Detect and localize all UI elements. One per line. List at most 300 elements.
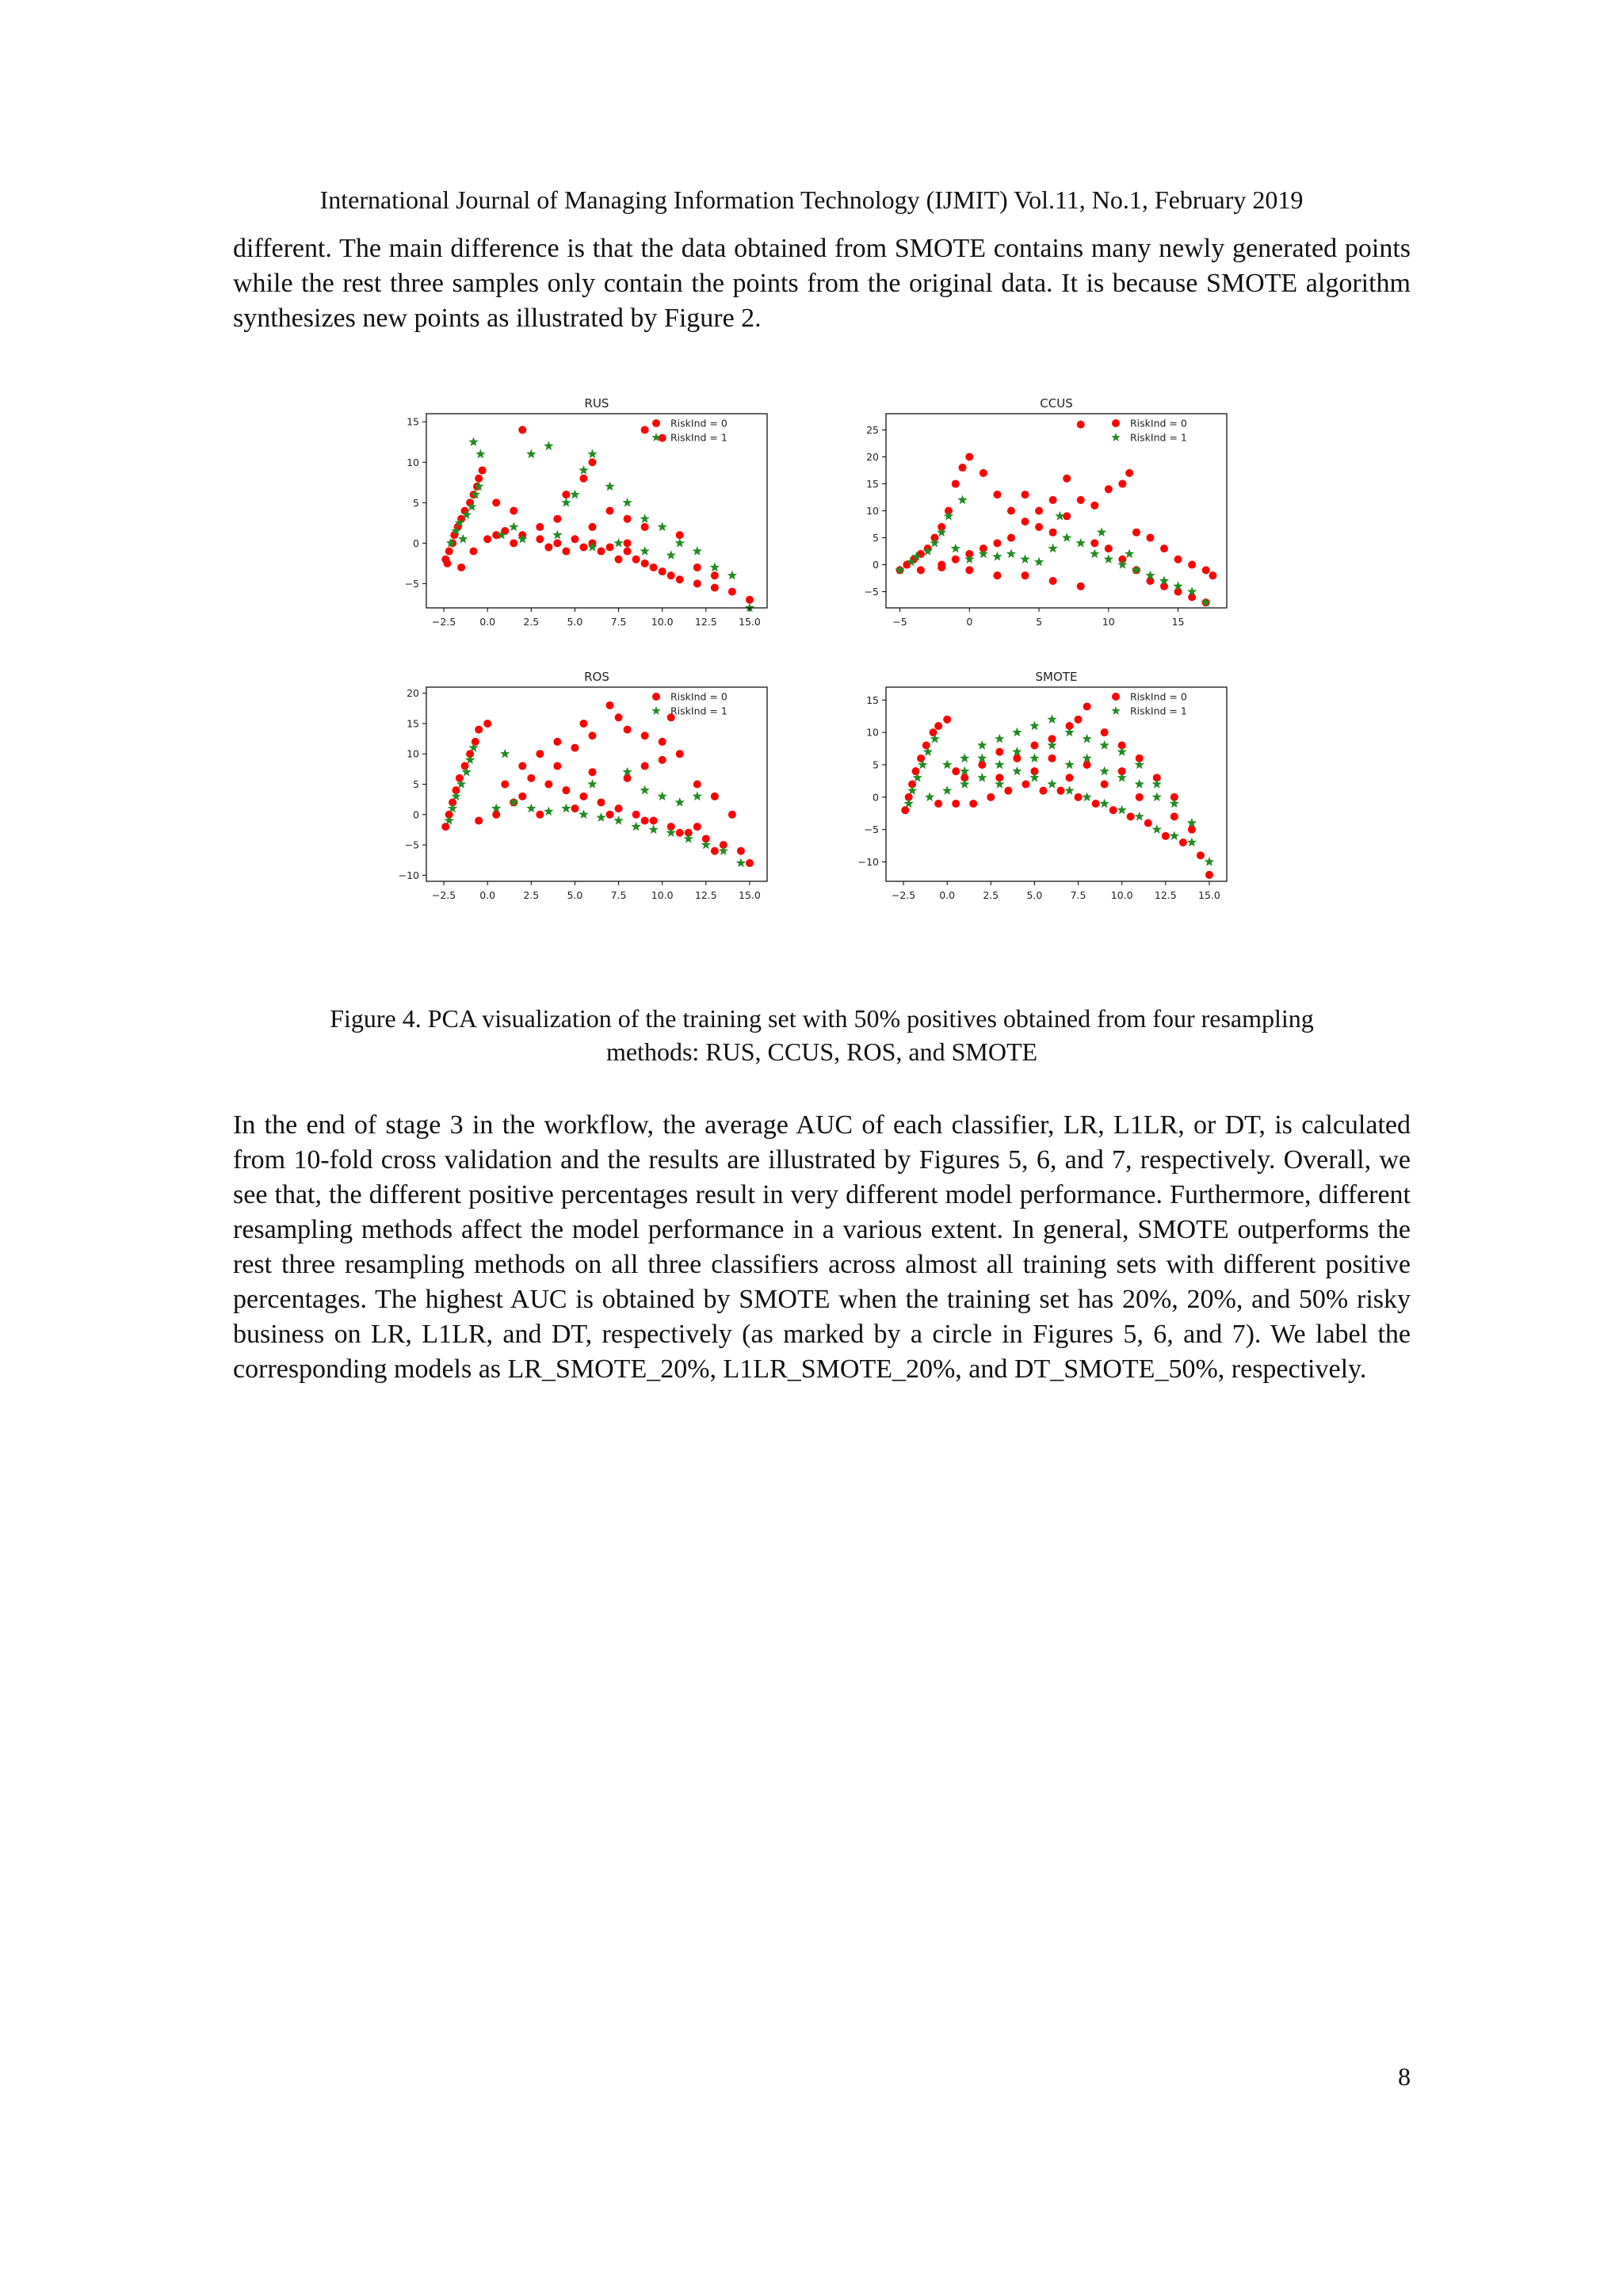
data-point-riskind-1 xyxy=(693,546,702,556)
data-point-riskind-0 xyxy=(492,499,500,506)
data-point-riskind-0 xyxy=(676,575,684,583)
data-point-riskind-0 xyxy=(606,543,614,551)
data-point-riskind-0 xyxy=(1092,800,1100,808)
data-point-riskind-1 xyxy=(1064,785,1074,795)
legend-marker-star xyxy=(1111,433,1120,441)
data-point-riskind-1 xyxy=(675,538,685,548)
data-point-riskind-0 xyxy=(624,726,632,734)
data-point-riskind-1 xyxy=(942,760,952,770)
data-point-riskind-1 xyxy=(475,449,485,459)
data-point-riskind-0 xyxy=(457,563,465,571)
data-point-riskind-1 xyxy=(1152,792,1162,801)
data-point-riskind-0 xyxy=(667,571,675,579)
data-point-riskind-1 xyxy=(1082,792,1091,801)
body-paragraph-1: different. The main difference is that the data obtained from SMOTE contains many newly generated points while the rest three samples only contain the points from the original data. It is because SMOTE algorithm synthesizes new points as illustrated by Figure 2. xyxy=(233,234,1411,333)
data-point-riskind-0 xyxy=(1205,871,1213,879)
data-point-riskind-0 xyxy=(987,793,995,801)
data-point-riskind-1 xyxy=(1099,740,1109,750)
x-tick-label: −2.5 xyxy=(431,889,456,901)
x-tick-label: 0.0 xyxy=(479,616,496,628)
data-point-riskind-0 xyxy=(562,786,570,794)
data-point-riskind-1 xyxy=(701,840,711,850)
data-point-riskind-0 xyxy=(650,816,658,824)
running-header: International Journal of Managing Information Technology (IJMIT) Vol.11, No.1, February 2019 xyxy=(319,185,1304,214)
y-tick-label: 5 xyxy=(413,778,419,790)
data-point-riskind-0 xyxy=(952,800,960,808)
data-point-riskind-0 xyxy=(659,756,666,764)
data-point-riskind-1 xyxy=(925,792,934,801)
data-point-riskind-0 xyxy=(510,507,517,515)
data-point-riskind-0 xyxy=(1127,812,1135,820)
data-point-riskind-0 xyxy=(1063,512,1071,520)
y-tick-label: 5 xyxy=(413,496,419,509)
data-point-riskind-0 xyxy=(711,571,719,579)
data-point-riskind-0 xyxy=(1057,787,1065,795)
data-point-riskind-0 xyxy=(1202,566,1210,574)
data-point-riskind-0 xyxy=(1022,571,1029,579)
y-tick-label: 0 xyxy=(413,537,419,549)
data-point-riskind-0 xyxy=(445,548,453,556)
data-point-riskind-0 xyxy=(1209,571,1216,579)
data-point-riskind-0 xyxy=(728,811,736,819)
legend-label: RiskInd = 0 xyxy=(670,690,727,703)
data-point-riskind-1 xyxy=(1117,747,1127,756)
data-point-riskind-0 xyxy=(483,720,491,728)
body-paragraph-2: In the end of stage 3 in the workflow, the average AUC of each classifier, LR, L1LR, or DT, is calculated from 10-fold cross validation and the results are illustrated by Figures 5, 6, and 7, respectively. Overall, we see that, the different positive percentages result in very different model performance. Furthermore, different resampling methods affect the model performance in a various extent. In general, SMOTE outperforms the rest three resampling methods on all three classifiers across almost all training sets with different positive percentages. The highest AUC is obtained by SMOTE when the training set has 20%, 20%, and 50% risky business on LR, L1LR, and DT, respectively (as marked by a circle in Figures 5, 6, and 7). We label the corresponding models as LR_SMOTE_20%, L1LR_SMOTE_20%, and DT_SMOTE_50%, respectively. xyxy=(233,1110,1411,1384)
data-point-riskind-0 xyxy=(579,720,587,728)
data-point-riskind-1 xyxy=(1029,753,1039,762)
scatter-panel xyxy=(405,396,767,628)
y-tick-label: 10 xyxy=(866,505,879,517)
y-tick-label: 20 xyxy=(866,450,879,463)
data-point-riskind-0 xyxy=(510,539,517,547)
figure-4 xyxy=(380,390,1252,929)
data-point-riskind-1 xyxy=(648,824,658,834)
figure-4-scatter-panels xyxy=(380,390,1252,929)
data-point-riskind-1 xyxy=(1205,857,1214,866)
data-point-riskind-0 xyxy=(606,811,614,819)
data-point-riskind-1 xyxy=(675,797,685,807)
data-point-riskind-1 xyxy=(544,441,553,450)
data-point-riskind-0 xyxy=(1105,485,1113,493)
data-point-riskind-0 xyxy=(579,475,587,483)
figure-caption-line-2: methods: RUS, CCUS, ROS, and SMOTE xyxy=(605,1037,1038,1066)
data-point-riskind-0 xyxy=(938,563,945,571)
data-point-riskind-0 xyxy=(606,507,614,515)
data-point-riskind-1 xyxy=(640,785,649,795)
data-point-riskind-1 xyxy=(552,530,562,540)
data-point-riskind-0 xyxy=(1039,787,1047,795)
data-point-riskind-0 xyxy=(641,816,649,824)
data-point-riskind-0 xyxy=(1188,561,1196,569)
legend-label: RiskInd = 1 xyxy=(1130,705,1187,717)
data-point-riskind-0 xyxy=(676,829,684,837)
data-point-riskind-1 xyxy=(631,822,640,831)
data-point-riskind-0 xyxy=(934,722,942,730)
data-point-riskind-1 xyxy=(613,816,623,825)
data-point-riskind-0 xyxy=(952,767,960,775)
data-point-riskind-1 xyxy=(561,804,571,813)
data-point-riskind-0 xyxy=(641,523,649,531)
data-point-riskind-1 xyxy=(579,809,588,819)
legend-marker-circle xyxy=(1112,419,1120,427)
data-point-riskind-0 xyxy=(1077,421,1085,429)
data-point-riskind-1 xyxy=(570,490,579,499)
data-point-riskind-1 xyxy=(640,546,649,556)
data-point-riskind-0 xyxy=(1146,534,1154,542)
data-point-riskind-1 xyxy=(995,779,1004,789)
data-point-riskind-0 xyxy=(943,716,951,724)
data-point-riskind-0 xyxy=(562,548,570,556)
data-point-riskind-1 xyxy=(1117,805,1127,815)
data-point-riskind-0 xyxy=(553,539,561,547)
data-point-riskind-0 xyxy=(1170,812,1178,820)
x-tick-label: 12.5 xyxy=(1154,889,1177,901)
x-tick-label: 5.0 xyxy=(1026,889,1043,901)
data-point-riskind-0 xyxy=(1160,583,1168,590)
data-point-riskind-0 xyxy=(1022,491,1029,499)
data-point-riskind-0 xyxy=(553,762,561,770)
y-tick-label: 20 xyxy=(407,687,419,700)
data-point-riskind-0 xyxy=(1063,475,1071,483)
data-point-riskind-0 xyxy=(624,548,632,556)
x-tick-label: −2.5 xyxy=(431,616,456,628)
data-point-riskind-0 xyxy=(993,491,1001,499)
data-point-riskind-0 xyxy=(1179,839,1187,846)
x-tick-label: 15.0 xyxy=(739,616,761,628)
panel-title: SMOTE xyxy=(1035,670,1078,684)
data-point-riskind-1 xyxy=(658,521,667,531)
data-point-riskind-0 xyxy=(711,793,719,800)
data-point-riskind-1 xyxy=(544,806,553,816)
data-point-riskind-0 xyxy=(659,738,666,746)
data-point-riskind-1 xyxy=(693,791,702,800)
data-point-riskind-0 xyxy=(443,560,451,567)
x-tick-label: 12.5 xyxy=(694,616,717,628)
y-tick-label: −5 xyxy=(404,577,419,590)
x-tick-label: 12.5 xyxy=(694,889,717,901)
data-point-riskind-1 xyxy=(1152,779,1162,789)
x-tick-label: 10.0 xyxy=(651,889,674,901)
data-point-riskind-1 xyxy=(1064,760,1074,770)
y-tick-label: 15 xyxy=(407,717,419,730)
data-point-riskind-0 xyxy=(952,556,960,563)
data-point-riskind-0 xyxy=(969,800,977,808)
data-point-riskind-0 xyxy=(518,793,526,800)
data-point-riskind-1 xyxy=(957,495,967,504)
data-point-riskind-1 xyxy=(1006,548,1016,558)
data-point-riskind-0 xyxy=(641,732,649,739)
data-point-riskind-0 xyxy=(615,804,623,812)
data-point-riskind-0 xyxy=(965,453,973,460)
data-point-riskind-0 xyxy=(693,823,701,831)
y-tick-label: 15 xyxy=(866,477,879,490)
figure-caption-line-1: Figure 4. PCA visualization of the training set with 50% positives obtained from four resampling xyxy=(330,1004,1314,1033)
legend-marker-star xyxy=(1111,706,1120,715)
data-point-riskind-0 xyxy=(1083,703,1091,711)
data-point-riskind-0 xyxy=(479,466,487,474)
data-point-riskind-1 xyxy=(1029,721,1039,731)
data-point-riskind-0 xyxy=(676,531,684,539)
data-point-riskind-0 xyxy=(1160,544,1168,552)
data-point-riskind-1 xyxy=(640,514,649,523)
data-point-riskind-1 xyxy=(684,834,693,843)
data-point-riskind-1 xyxy=(1099,799,1109,808)
data-point-riskind-1 xyxy=(1048,544,1057,553)
data-point-riskind-0 xyxy=(1132,529,1140,537)
page-number: 8 xyxy=(1398,2062,1411,2091)
data-point-riskind-1 xyxy=(960,779,969,789)
figure-caption xyxy=(233,1002,1411,1068)
data-point-riskind-0 xyxy=(965,566,973,574)
data-point-riskind-0 xyxy=(588,523,596,531)
data-point-riskind-0 xyxy=(571,804,579,812)
data-point-riskind-1 xyxy=(622,498,632,507)
data-point-riskind-0 xyxy=(1101,728,1109,736)
legend-label: RiskInd = 1 xyxy=(1130,431,1187,444)
x-tick-label: 15.0 xyxy=(739,889,761,901)
data-point-riskind-0 xyxy=(518,426,526,434)
data-point-riskind-1 xyxy=(658,791,667,800)
data-point-riskind-1 xyxy=(727,571,737,580)
data-point-riskind-0 xyxy=(1162,832,1170,840)
data-point-riskind-0 xyxy=(475,726,483,734)
data-point-riskind-0 xyxy=(1048,755,1056,762)
data-point-riskind-0 xyxy=(518,762,526,770)
data-point-riskind-0 xyxy=(1118,479,1126,487)
data-point-riskind-0 xyxy=(1035,523,1043,531)
data-point-riskind-1 xyxy=(960,753,969,762)
data-point-riskind-0 xyxy=(1197,851,1205,859)
data-point-riskind-0 xyxy=(952,479,960,487)
data-point-riskind-0 xyxy=(553,738,561,746)
data-point-riskind-0 xyxy=(571,535,579,543)
legend-label: RiskInd = 1 xyxy=(670,705,727,717)
panel-title: ROS xyxy=(584,670,609,684)
data-point-riskind-1 xyxy=(1152,824,1162,834)
data-point-riskind-0 xyxy=(598,548,605,556)
data-point-riskind-0 xyxy=(1035,507,1043,515)
data-point-riskind-1 xyxy=(736,858,746,868)
data-point-riskind-1 xyxy=(1082,734,1091,743)
legend-label: RiskInd = 0 xyxy=(670,417,727,430)
data-point-riskind-0 xyxy=(641,762,649,770)
data-point-riskind-0 xyxy=(441,823,449,831)
data-point-riskind-0 xyxy=(711,847,719,855)
data-point-riskind-0 xyxy=(737,847,745,855)
x-tick-label: 2.5 xyxy=(523,889,540,901)
y-tick-label: 5 xyxy=(873,532,879,544)
data-point-riskind-0 xyxy=(1109,806,1117,814)
data-point-riskind-1 xyxy=(561,498,571,507)
data-point-riskind-1 xyxy=(666,550,676,560)
data-point-riskind-1 xyxy=(942,785,952,795)
data-point-riskind-0 xyxy=(1007,534,1015,542)
x-tick-label: 2.5 xyxy=(983,889,999,901)
data-point-riskind-0 xyxy=(588,732,596,739)
data-point-riskind-0 xyxy=(917,755,925,762)
data-point-riskind-1 xyxy=(666,827,676,837)
y-tick-label: 15 xyxy=(407,415,419,428)
data-point-riskind-0 xyxy=(1022,781,1029,789)
y-tick-label: 15 xyxy=(866,693,879,706)
data-point-riskind-0 xyxy=(1101,781,1109,789)
data-point-riskind-0 xyxy=(1125,469,1133,477)
legend-marker-star xyxy=(651,706,660,715)
data-point-riskind-0 xyxy=(693,579,701,587)
data-point-riskind-0 xyxy=(746,859,754,867)
data-point-riskind-0 xyxy=(536,811,544,819)
data-point-riskind-0 xyxy=(1174,556,1182,563)
data-point-riskind-0 xyxy=(598,798,605,806)
data-point-riskind-0 xyxy=(1090,502,1098,510)
data-point-riskind-0 xyxy=(606,701,614,709)
y-tick-label: −10 xyxy=(398,869,419,881)
data-point-riskind-0 xyxy=(1077,496,1085,504)
data-point-riskind-0 xyxy=(995,748,1003,756)
y-tick-label: 10 xyxy=(407,456,419,468)
data-point-riskind-0 xyxy=(746,596,754,604)
data-point-riskind-0 xyxy=(527,774,535,782)
legend-marker-circle xyxy=(1112,693,1120,701)
x-tick-label: 7.5 xyxy=(610,616,627,628)
data-point-riskind-0 xyxy=(641,426,649,434)
data-point-riskind-1 xyxy=(1135,812,1144,821)
x-tick-label: −2.5 xyxy=(891,889,916,901)
x-tick-label: 7.5 xyxy=(610,889,627,901)
data-point-riskind-1 xyxy=(1012,728,1022,737)
data-point-riskind-0 xyxy=(1090,539,1098,547)
data-point-riskind-0 xyxy=(728,588,736,596)
data-point-riskind-0 xyxy=(1030,742,1038,750)
data-point-riskind-1 xyxy=(596,812,605,822)
data-point-riskind-1 xyxy=(1064,728,1074,737)
panel-title: CCUS xyxy=(1040,396,1073,411)
y-tick-label: −5 xyxy=(404,839,419,851)
x-tick-label: 0.0 xyxy=(479,889,496,901)
data-point-riskind-0 xyxy=(934,800,942,808)
data-point-riskind-0 xyxy=(562,491,570,499)
data-point-riskind-0 xyxy=(553,515,561,523)
data-point-riskind-1 xyxy=(1012,766,1022,776)
y-tick-label: −5 xyxy=(864,586,879,598)
data-point-riskind-0 xyxy=(571,744,579,752)
data-point-riskind-1 xyxy=(992,552,1002,561)
data-point-riskind-0 xyxy=(632,556,640,563)
data-point-riskind-0 xyxy=(930,728,938,736)
data-point-riskind-0 xyxy=(1049,529,1057,537)
data-point-riskind-0 xyxy=(693,563,701,571)
data-point-riskind-0 xyxy=(922,742,930,750)
data-point-riskind-1 xyxy=(995,734,1004,743)
legend-label: RiskInd = 1 xyxy=(670,431,727,444)
legend-marker-circle xyxy=(652,419,660,427)
data-point-riskind-1 xyxy=(1047,779,1056,789)
data-point-riskind-1 xyxy=(1187,838,1197,847)
data-point-riskind-0 xyxy=(475,816,483,824)
data-point-riskind-1 xyxy=(710,562,720,571)
data-point-riskind-1 xyxy=(1062,533,1071,542)
data-point-riskind-0 xyxy=(959,464,967,472)
data-point-riskind-0 xyxy=(1144,819,1152,827)
data-point-riskind-0 xyxy=(911,767,919,775)
data-point-riskind-1 xyxy=(1099,766,1109,776)
y-tick-label: 0 xyxy=(413,808,419,821)
data-point-riskind-1 xyxy=(1170,831,1179,840)
data-point-riskind-1 xyxy=(1034,557,1044,567)
data-point-riskind-1 xyxy=(509,521,518,531)
data-point-riskind-1 xyxy=(977,773,987,782)
data-point-riskind-0 xyxy=(1174,588,1182,596)
data-point-riskind-0 xyxy=(1075,716,1083,724)
data-point-riskind-0 xyxy=(483,535,491,543)
x-tick-label: 2.5 xyxy=(523,616,540,628)
y-tick-label: 0 xyxy=(873,559,879,571)
x-tick-label: 0 xyxy=(966,616,973,628)
data-point-riskind-0 xyxy=(1007,507,1015,515)
data-point-riskind-0 xyxy=(536,523,544,531)
y-tick-label: −5 xyxy=(864,823,879,836)
data-point-riskind-1 xyxy=(1020,554,1029,563)
x-tick-label: 10.0 xyxy=(1110,889,1133,901)
data-point-riskind-0 xyxy=(624,539,632,547)
data-point-riskind-0 xyxy=(693,781,701,789)
data-point-riskind-0 xyxy=(536,750,544,758)
data-point-riskind-1 xyxy=(1104,554,1113,563)
data-point-riskind-1 xyxy=(1097,527,1106,537)
data-point-riskind-1 xyxy=(1090,548,1099,558)
data-point-riskind-1 xyxy=(1047,714,1056,724)
x-tick-label: 10.0 xyxy=(651,616,674,628)
data-point-riskind-0 xyxy=(1049,577,1057,585)
data-point-riskind-0 xyxy=(1146,577,1154,585)
x-tick-label: 5.0 xyxy=(567,889,583,901)
data-point-riskind-1 xyxy=(977,740,987,750)
data-point-riskind-0 xyxy=(917,566,925,574)
y-tick-label: 10 xyxy=(407,747,419,760)
data-point-riskind-0 xyxy=(615,556,623,563)
x-tick-label: 15 xyxy=(1171,616,1185,628)
legend-label: RiskInd = 0 xyxy=(1130,690,1187,703)
data-point-riskind-1 xyxy=(1135,779,1144,789)
data-point-riskind-1 xyxy=(613,538,623,548)
y-tick-label: 5 xyxy=(873,758,879,771)
data-point-riskind-1 xyxy=(1055,511,1064,521)
data-point-riskind-0 xyxy=(536,535,544,543)
data-point-riskind-0 xyxy=(588,768,596,776)
data-point-riskind-0 xyxy=(993,539,1001,547)
scatter-panel xyxy=(858,670,1227,901)
x-tick-label: 15.0 xyxy=(1198,889,1220,901)
x-tick-label: 10 xyxy=(1102,616,1115,628)
data-point-riskind-0 xyxy=(588,458,596,466)
x-tick-label: 5 xyxy=(1036,616,1043,628)
data-point-riskind-0 xyxy=(475,475,483,483)
data-point-riskind-0 xyxy=(470,548,478,556)
data-point-riskind-0 xyxy=(641,560,649,567)
data-point-riskind-1 xyxy=(951,544,960,553)
data-point-riskind-1 xyxy=(526,804,536,813)
data-point-riskind-0 xyxy=(1049,496,1057,504)
data-point-riskind-0 xyxy=(1075,793,1083,801)
legend-label: RiskInd = 0 xyxy=(1130,417,1187,430)
data-point-riskind-0 xyxy=(711,583,719,591)
data-point-riskind-0 xyxy=(472,738,479,746)
x-tick-label: 0.0 xyxy=(939,889,956,901)
data-point-riskind-1 xyxy=(458,534,468,544)
data-point-riskind-0 xyxy=(1077,583,1085,590)
data-point-riskind-1 xyxy=(1047,740,1056,750)
